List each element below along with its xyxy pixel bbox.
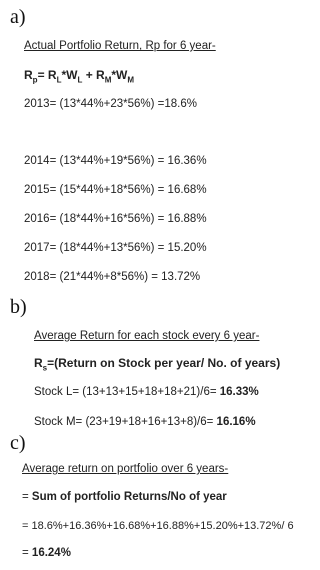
return-line-2015: 2015= (15*44%+18*56%) = 16.68% <box>24 184 207 196</box>
portfolio-average-formula: = Sum of portfolio Returns/No of year <box>22 491 227 503</box>
stock-l-result: 16.33% <box>219 386 259 398</box>
portfolio-average-calc: = 18.6%+16.36%+16.68%+16.88%+15.20%+13.72%/ 6 <box>22 520 294 532</box>
return-line-2017: 2017= (18*44%+13*56%) = 15.20% <box>24 242 207 254</box>
return-line-2013: 2013= (13*44%+23*56%) =18.6% <box>24 98 197 110</box>
part-b-label: b) <box>10 296 27 318</box>
return-line-2014: 2014= (13*44%+19*56%) = 16.36% <box>24 155 207 167</box>
part-c-label: c) <box>10 432 26 454</box>
stock-m-result: 16.16% <box>216 416 256 428</box>
return-line-2018: 2018= (21*44%+8*56%) = 13.72% <box>24 271 201 283</box>
portfolio-average-result: = 16.24% <box>22 547 71 559</box>
stock-m-average: Stock M= (23+19+18+16+13+8)/6= 16.16% <box>34 416 256 428</box>
part-c-heading: Average return on portfolio over 6 years- <box>22 463 229 475</box>
part-a-label: a) <box>10 6 26 28</box>
part-a-heading: Actual Portfolio Return, Rp for 6 year- <box>24 40 216 52</box>
stock-l-average: Stock L= (13+13+15+18+18+21)/6= 16.33% <box>34 386 259 398</box>
portfolio-return-formula: $R_p= R_L*W_L + R_M*W_M$ <box>24 68 135 85</box>
stock-average-formula: $R_s=(Return$ on Stock per year/ No. of years) <box>34 356 281 373</box>
return-line-2016: 2016= (18*44%+16*56%) = 16.88% <box>24 213 207 225</box>
part-b-heading: Average Return for each stock every 6 year- <box>34 330 260 342</box>
